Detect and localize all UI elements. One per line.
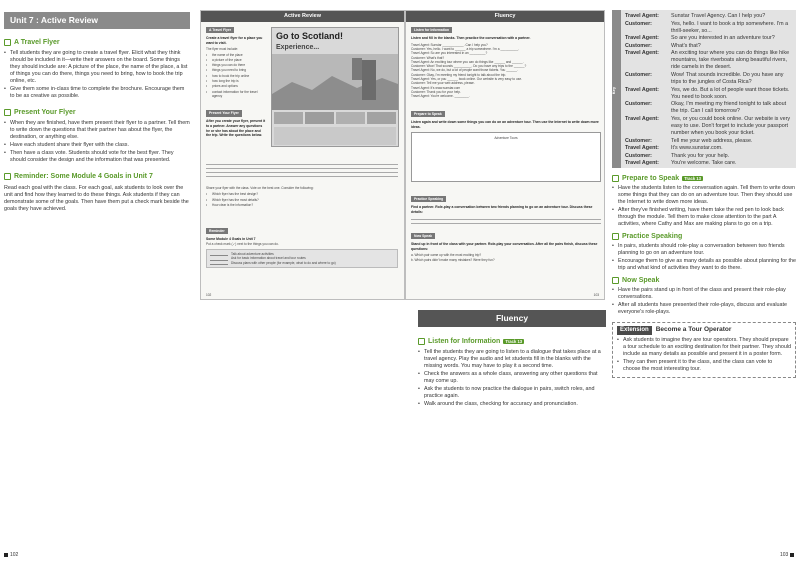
dialog-row: Travel Agent: It's www.sunstar.com. [625, 145, 723, 152]
list-item: • When they are finished, have them present their flyer to a partner. Tell them to write down the questions that their partner has about the flyer, the destination, or anything else. [4, 120, 190, 141]
dialog-row: Customer: Thank you for your help. [625, 152, 730, 159]
poster-photo [272, 54, 398, 110]
sb-question: b. Which pairs didn't make many mistakes? Were they fun? [411, 257, 495, 262]
student-book-page-active-review [200, 10, 405, 300]
list-item: • Tell the students they are going to listen to a dialogue that takes place at a travel agency. Play the audio and let students fill in the blanks with the missing words. You may have to play it a second time. [418, 349, 606, 370]
present-flyer-list [4, 120, 190, 164]
sb2-listen [411, 27, 601, 99]
sb-instruction: Share your flyer with the class. Vote on the best one. Consider the following: [206, 186, 314, 190]
prepare-title: Prepare to Speak [622, 175, 680, 182]
listen-heading [418, 337, 606, 346]
sb-instruction: After you create your flyer, present it to a partner. Answer any questions he or she has about the place and the trip. Write the questions below. [206, 119, 266, 138]
list-item: • After they've finished writing, have them take the red pen to look back through the module. Tell them to make close attention to the part A activities, where Cathy and Max are making plans to go on a trip. [612, 207, 796, 228]
list-item: • things you need to bring [206, 68, 266, 72]
activity-icon [418, 338, 425, 345]
sb-dialog [411, 43, 601, 99]
list-item: • Which flyer has the most details? [206, 198, 398, 202]
sb-instruction: The flyer must include: [206, 47, 239, 52]
list-item: • They can then present it to the class, and the class can vote to choose the most interesting tour. [617, 359, 791, 373]
list-item: • Have each student share their flyer with the class. [4, 142, 190, 149]
sb-instruction: Find a partner. Role-play a conversation between two friends planning to go on an adventure tour. Discuss these details: [411, 205, 593, 214]
goal-item: Discuss plans with other people (for example, what to do and where to go) [231, 260, 336, 265]
sb-section-tag: A Travel Flyer [206, 27, 234, 33]
sb-section-tag: Present Your Flyer [206, 110, 242, 116]
key-label: Key [611, 86, 617, 95]
extension-title: Become a Tour Operator [655, 326, 732, 334]
practice-heading [612, 232, 796, 241]
sb-section-tag: Listen for Information [411, 27, 452, 33]
listen-list [418, 349, 606, 408]
reminder-heading [4, 172, 190, 181]
dialog-row: Customer: Tell me your web address, please. [625, 137, 753, 144]
extension-list [617, 337, 791, 373]
list-item: • Check the answers as a whole class, answering any other questions that may come up. [418, 371, 606, 385]
dialog-row: Customer: Yes, hello. I want to book a trip somewhere. I'm a thrill-seeker, so... [625, 20, 789, 34]
key-strip [612, 10, 621, 168]
sb-include-list [206, 53, 266, 99]
sb-dialog-line: Travel Agent: An exciting tour where you can do things like ______ and ______. [411, 59, 524, 64]
sb-dialog-line: Customer: Yes, hello. I want to ______ a trip somewhere. I'm a __________. [411, 46, 519, 51]
poster-title: Go to Scotland! [276, 31, 343, 41]
sb-dialog-line: Customer: Tell me your web address, please. [411, 81, 475, 86]
sb-dialog-line: Customer: Okay, I'm meeting my friend tonight to talk about the trip. [411, 72, 507, 77]
activity-icon [4, 173, 11, 180]
list-item: • things you can do there [206, 63, 266, 67]
present-flyer-title: Present Your Flyer [14, 109, 76, 117]
sb-page-number: 103 [593, 293, 599, 297]
sb-dialog-line: Customer: Thank you for your help. [411, 90, 461, 95]
sb-dialog-line: Travel Agent: Sunstar ____________. Can I help you? [411, 42, 488, 47]
present-flyer-heading [4, 108, 190, 117]
sb-question: a. Which pair came up with the most exciting trip? [411, 253, 482, 258]
poster-subtitle: Experience... [276, 43, 320, 51]
list-item: • the name of the place [206, 53, 266, 57]
dialog-row: Customer: Wow! That sounds incredible. Do you have any trips to the jungles of Costa Rica? [625, 72, 784, 86]
sb-page-number: 102 [206, 293, 212, 297]
list-item: • Ask students to imagine they are tour operators. They should prepare a tour schedule to an exciting destination for their partner. They should include as many details as possible and present it in a poster form. [617, 337, 791, 358]
activity-icon [612, 277, 619, 284]
list-item: • prices and options [206, 84, 266, 88]
list-item: • contact information for the travel agency [206, 90, 266, 99]
answer-lines [206, 161, 398, 177]
now-speak-heading [612, 276, 796, 285]
practice-title: Practice Speaking [622, 233, 683, 241]
list-item: • Have the pairs stand up in front of the class and present their role-play conversations. [612, 287, 796, 301]
practice-list [612, 243, 796, 272]
sb-section-tag: Now Speak [411, 233, 435, 239]
right-notes-column [612, 174, 796, 378]
center-fluency-notes [418, 310, 606, 409]
dialog-row: Travel Agent: Sunstar Travel Agency. Can I help you? [625, 13, 766, 19]
scotland-poster [271, 27, 399, 147]
dialog-row: Travel Agent: Yes, or you could book online. Our website is very easy to use. Don't forget to include your passport number when you book your ticket. [625, 115, 791, 136]
goal-item: Ask for basic information about travel and tour routes [231, 256, 306, 261]
now-speak-title: Now Speak [622, 277, 660, 285]
extension-tag: Extension [617, 326, 652, 336]
sb-dialog-line: Customer: Wow! That sounds __________. Do you have any trips to the ______? [411, 64, 527, 69]
list-item: • how long the trip is [206, 79, 266, 83]
sb-instruction: Create a travel flyer for a place you want to visit. [206, 36, 263, 45]
dialog-row: Travel Agent: You're welcome. Take care. [625, 160, 737, 167]
reminder-text: Read each goal with the class. For each goal, ask students to look over the unit and find how they learned to do these things. Ask students if they can demonstrate some of the goals. Then have them put a check mark beside the goals they have achieved. [4, 184, 189, 212]
answer-key-box [612, 10, 796, 168]
poster-thumbs [274, 112, 396, 124]
sb-instruction: Listen again and write down some things you can do on an adventure tour. Then use the Internet to write down more ideas. [411, 120, 599, 129]
list-item: • Tell students they are going to create a travel flyer. Elicit what they think should be included in it—write their answers on the board. Some things they should include are: A picture of the place, the name of the place, a list of things you can do there, things you need to bring, how to book the trip online, etc. [4, 50, 190, 85]
page-marker-icon [4, 553, 8, 557]
extension-box [612, 322, 796, 379]
sb2-now-speak [411, 233, 601, 262]
page-marker-icon [790, 553, 794, 557]
goals-box [206, 249, 398, 268]
unit-title: Unit 7 : Active Review [4, 12, 190, 29]
sb-dialog-line: Travel Agent: Yes, or you ______ book online. Our website is very easy to use. [411, 77, 522, 82]
list-item: • Give them some in-class time to complete the brochure. Encourage them to be as creative as possible. [4, 86, 190, 100]
sb-section-tag: Reminder [206, 228, 228, 234]
sb-instruction: Put a check mark (✓) next to the things you can do. [206, 241, 279, 246]
track-badge: Track 13 [684, 175, 701, 181]
sb-dialog-line: Travel Agent: It's www.sunstar.com [411, 85, 461, 90]
sb-instruction: Some Module 4 Goals in Unit 7 [206, 237, 256, 242]
travel-flyer-heading [4, 38, 190, 47]
sb2-prepare [411, 111, 601, 182]
consider-list [206, 192, 398, 207]
sb-share-section [206, 186, 398, 208]
list-item: • Encourage them to give as many details as possible about planning for the trip and what kind of activities they want to do there. [612, 258, 796, 272]
list-item: • After all students have presented their role-plays, discuss and evaluate everyone's role-plays. [612, 302, 796, 316]
list-item: • In pairs, students should role-play a conversation between two friends planning to go on an adventure tour. [612, 243, 796, 257]
activity-icon [612, 175, 619, 182]
page-number-left: 102 [4, 552, 18, 559]
sb-dialog-line: Travel Agent: So are you interested in an _________? [411, 51, 488, 56]
list-item: • Have the students listen to the conversation again. Tell them to write down some things that they can do on an adventure tour. Then they should use the Internet to write down more ideas. [612, 185, 796, 206]
list-item: • Ask the students to now practice the dialogue in pairs, switch roles, and practice again. [418, 386, 606, 400]
list-item: • a picture of the place [206, 58, 266, 62]
list-item: • how to book the trip online [206, 74, 266, 78]
track-badge: Track 13 [505, 338, 523, 344]
list-item: • Which flyer has the best design? [206, 192, 398, 196]
goal-item: Talk about adventure activities [231, 251, 274, 256]
fluency-bar: Fluency [418, 310, 606, 327]
travel-flyer-title: A Travel Flyer [14, 39, 60, 47]
prepare-list [612, 185, 796, 228]
dialog-row: Travel Agent: So are you interested in an adventure tour? [625, 35, 775, 42]
sb-dialog-line: Travel Agent: No, we do, but a lot of people want those tickets. You ______. [411, 68, 518, 73]
activity-icon [612, 233, 619, 240]
travel-flyer-list [4, 50, 190, 100]
dialog-row: Customer: What's that? [625, 42, 701, 49]
dialog-row: Travel Agent: Yes, we do. But a lot of people want those tickets. You need to book soon. [625, 86, 790, 100]
dialog-row: Travel Agent: An exciting tour where you can do things like hike mountains, take riverboats along beautiful rivers, ride camels in the desert. [625, 50, 790, 71]
sb-reminder-section [206, 228, 398, 268]
adventure-tours-box [411, 132, 601, 182]
poster-info-box [274, 127, 396, 145]
sb-page-header: Active Review [201, 11, 404, 22]
sb-page-header: Fluency [406, 11, 604, 22]
prepare-heading [612, 174, 796, 183]
page-number-right: 103 [780, 552, 794, 559]
box-title: Adventure Tours [494, 136, 518, 141]
list-item: • Then have a class vote. Students should vote for the best flyer. They should consider the design and the information that was presented. [4, 150, 190, 164]
left-column [4, 12, 190, 213]
sb-section-tag: Practice Speaking [411, 196, 446, 202]
dialog-row: Customer: Okay, I'm meeting my friend tonight to talk about the trip. Can I call tomorrow? [625, 101, 787, 115]
listen-title: Listen for Information [428, 338, 501, 346]
sb-dialog-line: Customer: What's that? [411, 55, 445, 60]
student-book-page-fluency [405, 10, 605, 300]
sb-section-tag: Prepare to Speak [411, 111, 445, 117]
activity-icon [4, 109, 11, 116]
answer-key-dialog [625, 13, 793, 168]
reminder-title: Reminder: Some Module 4 Goals in Unit 7 [14, 173, 153, 181]
sb1-left-col [206, 27, 266, 138]
activity-icon [4, 39, 11, 46]
sb-instruction: Listen and fill in the blanks. Then practice the conversation with a partner. [411, 36, 531, 41]
list-item: • How clear is the information? [206, 203, 398, 207]
list-item: • Walk around the class, checking for accuracy and pronunciation. [418, 401, 606, 408]
now-speak-list [612, 287, 796, 316]
sb2-practice [411, 196, 601, 224]
sb-instruction: Stand up in front of the class with your partner. Role-play your conversation. After all the pairs finish, discuss these questions: [411, 242, 598, 251]
sb-dialog-line: Travel Agent: You're welcome. ________. [411, 94, 470, 99]
